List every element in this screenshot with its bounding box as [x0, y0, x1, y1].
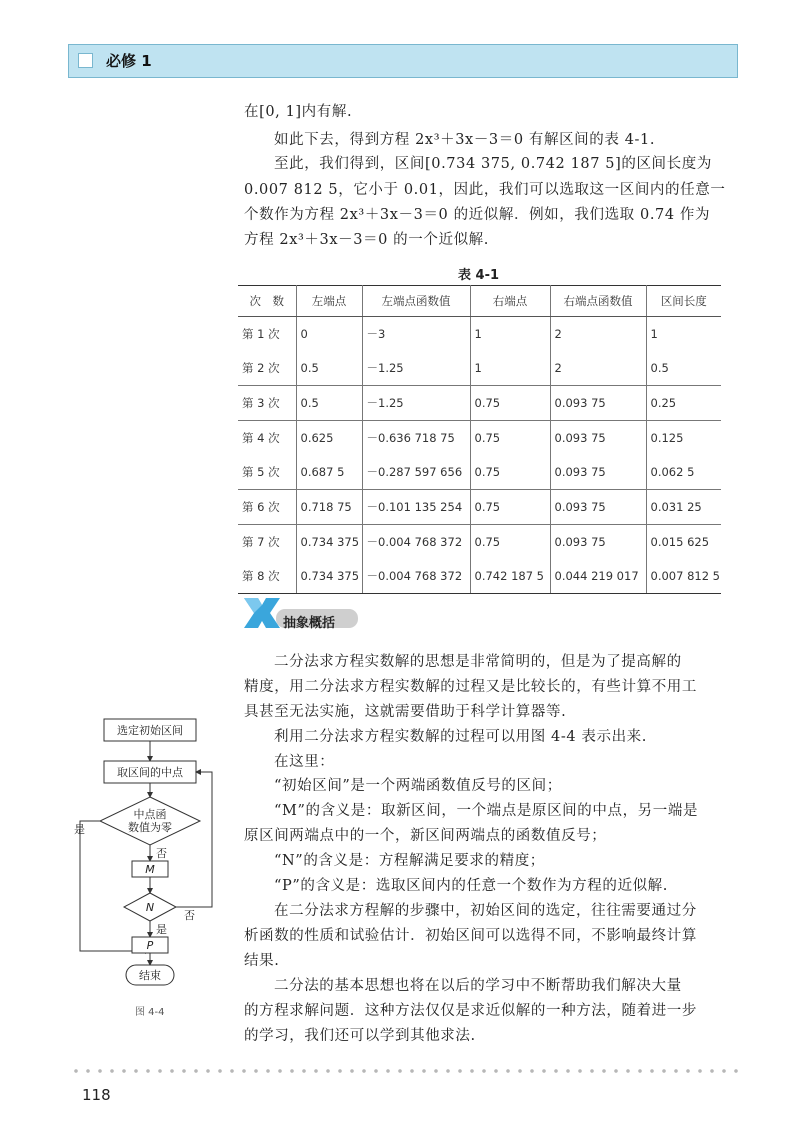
- table-row: [238, 455, 721, 490]
- paragraph-line: “初始区间”是一个两端函数值反号的区间；: [274, 778, 562, 794]
- paragraph-line: 方程 2x³＋3x－3＝0 的一个近似解.: [244, 232, 489, 248]
- paragraph-line: 如此下去，得到方程 2x³＋3x－3＝0 有解区间的表 4-1.: [274, 132, 656, 148]
- table-cell: 0.75: [470, 421, 550, 456]
- paragraph-line: “M”的含义是：取新区间，一个端点是原区间的中点，另一端是: [274, 803, 699, 819]
- table-header-cell: 右端点函数值: [550, 286, 646, 317]
- section-title: 抽象概括: [283, 616, 336, 631]
- paragraph-line: “N”的含义是：方程解满足要求的精度；: [274, 853, 545, 869]
- table-cell: 第 8 次: [238, 559, 296, 594]
- table-header-cell: 左端点函数值: [362, 286, 470, 317]
- chapter-title: 必修 1: [106, 52, 152, 70]
- table-cell: 0.718 75: [296, 490, 362, 525]
- table-cell: －1.25: [362, 351, 470, 386]
- table-cell: 0.75: [470, 490, 550, 525]
- flow-decision-zero-line2: 数值为零: [128, 821, 172, 834]
- table-cell: 0.093 75: [550, 455, 646, 490]
- table-cell: 0.734 375: [296, 559, 362, 594]
- paragraph-line: 精度，用二分法求方程实数解的过程又是比较长的，有些计算不用工: [244, 679, 697, 695]
- table-cell: 0.062 5: [646, 455, 721, 490]
- footer-dotted-divider: [70, 1068, 740, 1074]
- bisection-table: [238, 285, 721, 594]
- table-cell: 第 2 次: [238, 351, 296, 386]
- table-header-row: [238, 286, 721, 317]
- paragraph-line: 结果.: [244, 953, 280, 969]
- paragraph-line: 至此，我们得到，区间[0.734 375, 0.742 187 5]的区间长度为: [274, 156, 712, 172]
- table-cell: 0.75: [470, 455, 550, 490]
- table-row: [238, 421, 721, 456]
- paragraph-line: 二分法求方程实数解的思想是非常简明的，但是为了提高解的: [274, 654, 682, 670]
- figure-caption: 图 4-4: [135, 1007, 165, 1018]
- paragraph-line: 二分法的基本思想也将在以后的学习中不断帮助我们解决大量: [274, 978, 682, 994]
- table-cell: －0.101 135 254: [362, 490, 470, 525]
- table-cell: 0.5: [296, 351, 362, 386]
- paragraph-line: 具甚至无法实施，这就需要借助于科学计算器等.: [244, 704, 567, 720]
- table-cell: 1: [646, 317, 721, 352]
- table-cell: 第 5 次: [238, 455, 296, 490]
- flow-no-label: 否: [156, 847, 167, 860]
- table-cell: 第 7 次: [238, 525, 296, 560]
- table-cell: 第 3 次: [238, 386, 296, 421]
- table-row: [238, 525, 721, 560]
- table-cell: 2: [550, 351, 646, 386]
- table-cell: 第 4 次: [238, 421, 296, 456]
- table-row: [238, 351, 721, 386]
- flow-decision-zero-line1: 中点函: [133, 808, 167, 821]
- table-cell: 0.015 625: [646, 525, 721, 560]
- flow-p-label: P: [146, 939, 154, 952]
- flowchart-diagram: [72, 715, 232, 1015]
- table-header-cell: 区间长度: [646, 286, 721, 317]
- table-cell: 第 1 次: [238, 317, 296, 352]
- table-cell: 0.031 25: [646, 490, 721, 525]
- table-cell: 0.25: [646, 386, 721, 421]
- table-cell: 0.5: [296, 386, 362, 421]
- table-cell: 0.093 75: [550, 421, 646, 456]
- table-cell: －3: [362, 317, 470, 352]
- table-row: [238, 386, 721, 421]
- table-header-cell: 右端点: [470, 286, 550, 317]
- paragraph-line: 个数作为方程 2x³＋3x－3＝0 的近似解．例如，我们选取 0.74 作为: [244, 207, 711, 223]
- table-cell: 0.687 5: [296, 455, 362, 490]
- table-cell: 0.75: [470, 386, 550, 421]
- chapter-header-band: [68, 44, 738, 78]
- table-cell: 0.125: [646, 421, 721, 456]
- table-cell: 0.044 219 017: [550, 559, 646, 594]
- page-number: 118: [82, 1086, 111, 1104]
- table-row: [238, 559, 721, 594]
- paragraph-line: 原区间两端点中的一个，新区间两端点的函数值反号；: [244, 828, 607, 844]
- flow-m-label: M: [145, 863, 155, 876]
- flow-n-label: N: [145, 901, 155, 914]
- table-cell: 1: [470, 317, 550, 352]
- paragraph-line: 在[0, 1]内有解.: [244, 104, 353, 120]
- table-row: [238, 317, 721, 352]
- paragraph-line: 的学习，我们还可以学到其他求法.: [244, 1028, 476, 1044]
- table-cell: 0.007 812 5: [646, 559, 721, 594]
- header-square-icon: [78, 53, 93, 68]
- table-cell: 0: [296, 317, 362, 352]
- paragraph-line: 析函数的性质和试验估计．初始区间可以选得不同，不影响最终计算: [244, 928, 697, 944]
- table-cell: 0.625: [296, 421, 362, 456]
- table-cell: －0.004 768 372: [362, 559, 470, 594]
- table-cell: 0.734 375: [296, 525, 362, 560]
- table-cell: －1.25: [362, 386, 470, 421]
- table-cell: 0.093 75: [550, 525, 646, 560]
- table-cell: －0.287 597 656: [362, 455, 470, 490]
- table-cell: 0.093 75: [550, 386, 646, 421]
- paragraph-line: 利用二分法求方程实数解的过程可以用图 4-4 表示出来.: [274, 729, 647, 745]
- table-caption: 表 4-1: [458, 268, 500, 283]
- table-header-cell: 次 数: [238, 286, 296, 317]
- table-cell: 0.75: [470, 525, 550, 560]
- paragraph-line: 在二分法求方程解的步骤中，初始区间的选定，往往需要通过分: [274, 903, 697, 919]
- table-cell: 2: [550, 317, 646, 352]
- table-cell: －0.636 718 75: [362, 421, 470, 456]
- paragraph-line: 在这里：: [274, 754, 335, 770]
- table-cell: 0.5: [646, 351, 721, 386]
- paragraph-line: 的方程求解问题．这种方法仅仅是求近似解的一种方法，随着进一步: [244, 1003, 697, 1019]
- x-shape-icon: [244, 598, 280, 628]
- flow-end-label: 结束: [139, 969, 161, 982]
- paragraph-line: 0.007 812 5，它小于 0.01，因此，我们可以选取这一区间内的任意一: [244, 182, 726, 198]
- table-row: [238, 490, 721, 525]
- flow-start-label: 选定初始区间: [117, 724, 183, 737]
- flow-yes-label: 是: [156, 923, 167, 936]
- paragraph-line: “P”的含义是：选取区间内的任意一个数作为方程的近似解.: [274, 878, 668, 894]
- table-cell: －0.004 768 372: [362, 525, 470, 560]
- table-cell: 0.093 75: [550, 490, 646, 525]
- flow-yes-label: 是: [74, 823, 85, 836]
- flow-no-label: 否: [184, 909, 195, 922]
- table-cell: 第 6 次: [238, 490, 296, 525]
- table-cell: 0.742 187 5: [470, 559, 550, 594]
- table-cell: 1: [470, 351, 550, 386]
- table-header-cell: 左端点: [296, 286, 362, 317]
- flow-midpoint-label: 取区间的中点: [117, 766, 183, 779]
- flow-arrow: [176, 772, 212, 907]
